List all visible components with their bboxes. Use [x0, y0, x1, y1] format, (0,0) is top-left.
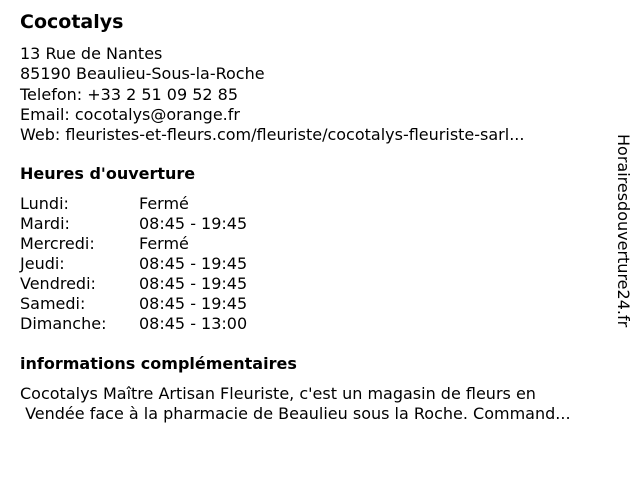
hours-time-wednesday: Fermé — [139, 234, 189, 253]
hours-day-monday: Lundi: — [20, 194, 69, 213]
hours-day-sunday: Dimanche: — [20, 314, 107, 333]
email-line: Email: cocotalys@orange.fr — [20, 105, 240, 124]
info-text-line-2: Vendée face à la pharmacie de Beaulieu sous la Roche. Command... — [20, 404, 571, 423]
hours-day-friday: Vendredi: — [20, 274, 96, 293]
hours-day-thursday: Jeudi: — [20, 254, 65, 273]
hours-heading: Heures d'ouverture — [20, 164, 196, 183]
web-line: Web: fleuristes-et-fleurs.com/fleuriste/cocotalys-fleuriste-sarl... — [20, 125, 525, 144]
watermark-text: Horairesdouverture24.fr — [614, 134, 633, 328]
address-line-1: 13 Rue de Nantes — [20, 44, 163, 63]
hours-day-saturday: Samedi: — [20, 294, 86, 313]
hours-time-friday: 08:45 - 19:45 — [139, 274, 248, 293]
hours-time-sunday: 08:45 - 13:00 — [139, 314, 248, 333]
hours-day-wednesday: Mercredi: — [20, 234, 95, 253]
address-line-2: 85190 Beaulieu-Sous-la-Roche — [20, 64, 265, 83]
hours-time-thursday: 08:45 - 19:45 — [139, 254, 248, 273]
hours-time-saturday: 08:45 - 19:45 — [139, 294, 248, 313]
hours-time-monday: Fermé — [139, 194, 189, 213]
hours-day-tuesday: Mardi: — [20, 214, 70, 233]
info-text-line-1: Cocotalys Maître Artisan Fleuriste, c'est un magasin de fleurs en — [20, 384, 536, 403]
business-name: Cocotalys — [20, 11, 124, 33]
hours-time-tuesday: 08:45 - 19:45 — [139, 214, 248, 233]
phone-line: Telefon: +33 2 51 09 52 85 — [20, 85, 239, 104]
info-heading: informations complémentaires — [20, 354, 297, 373]
